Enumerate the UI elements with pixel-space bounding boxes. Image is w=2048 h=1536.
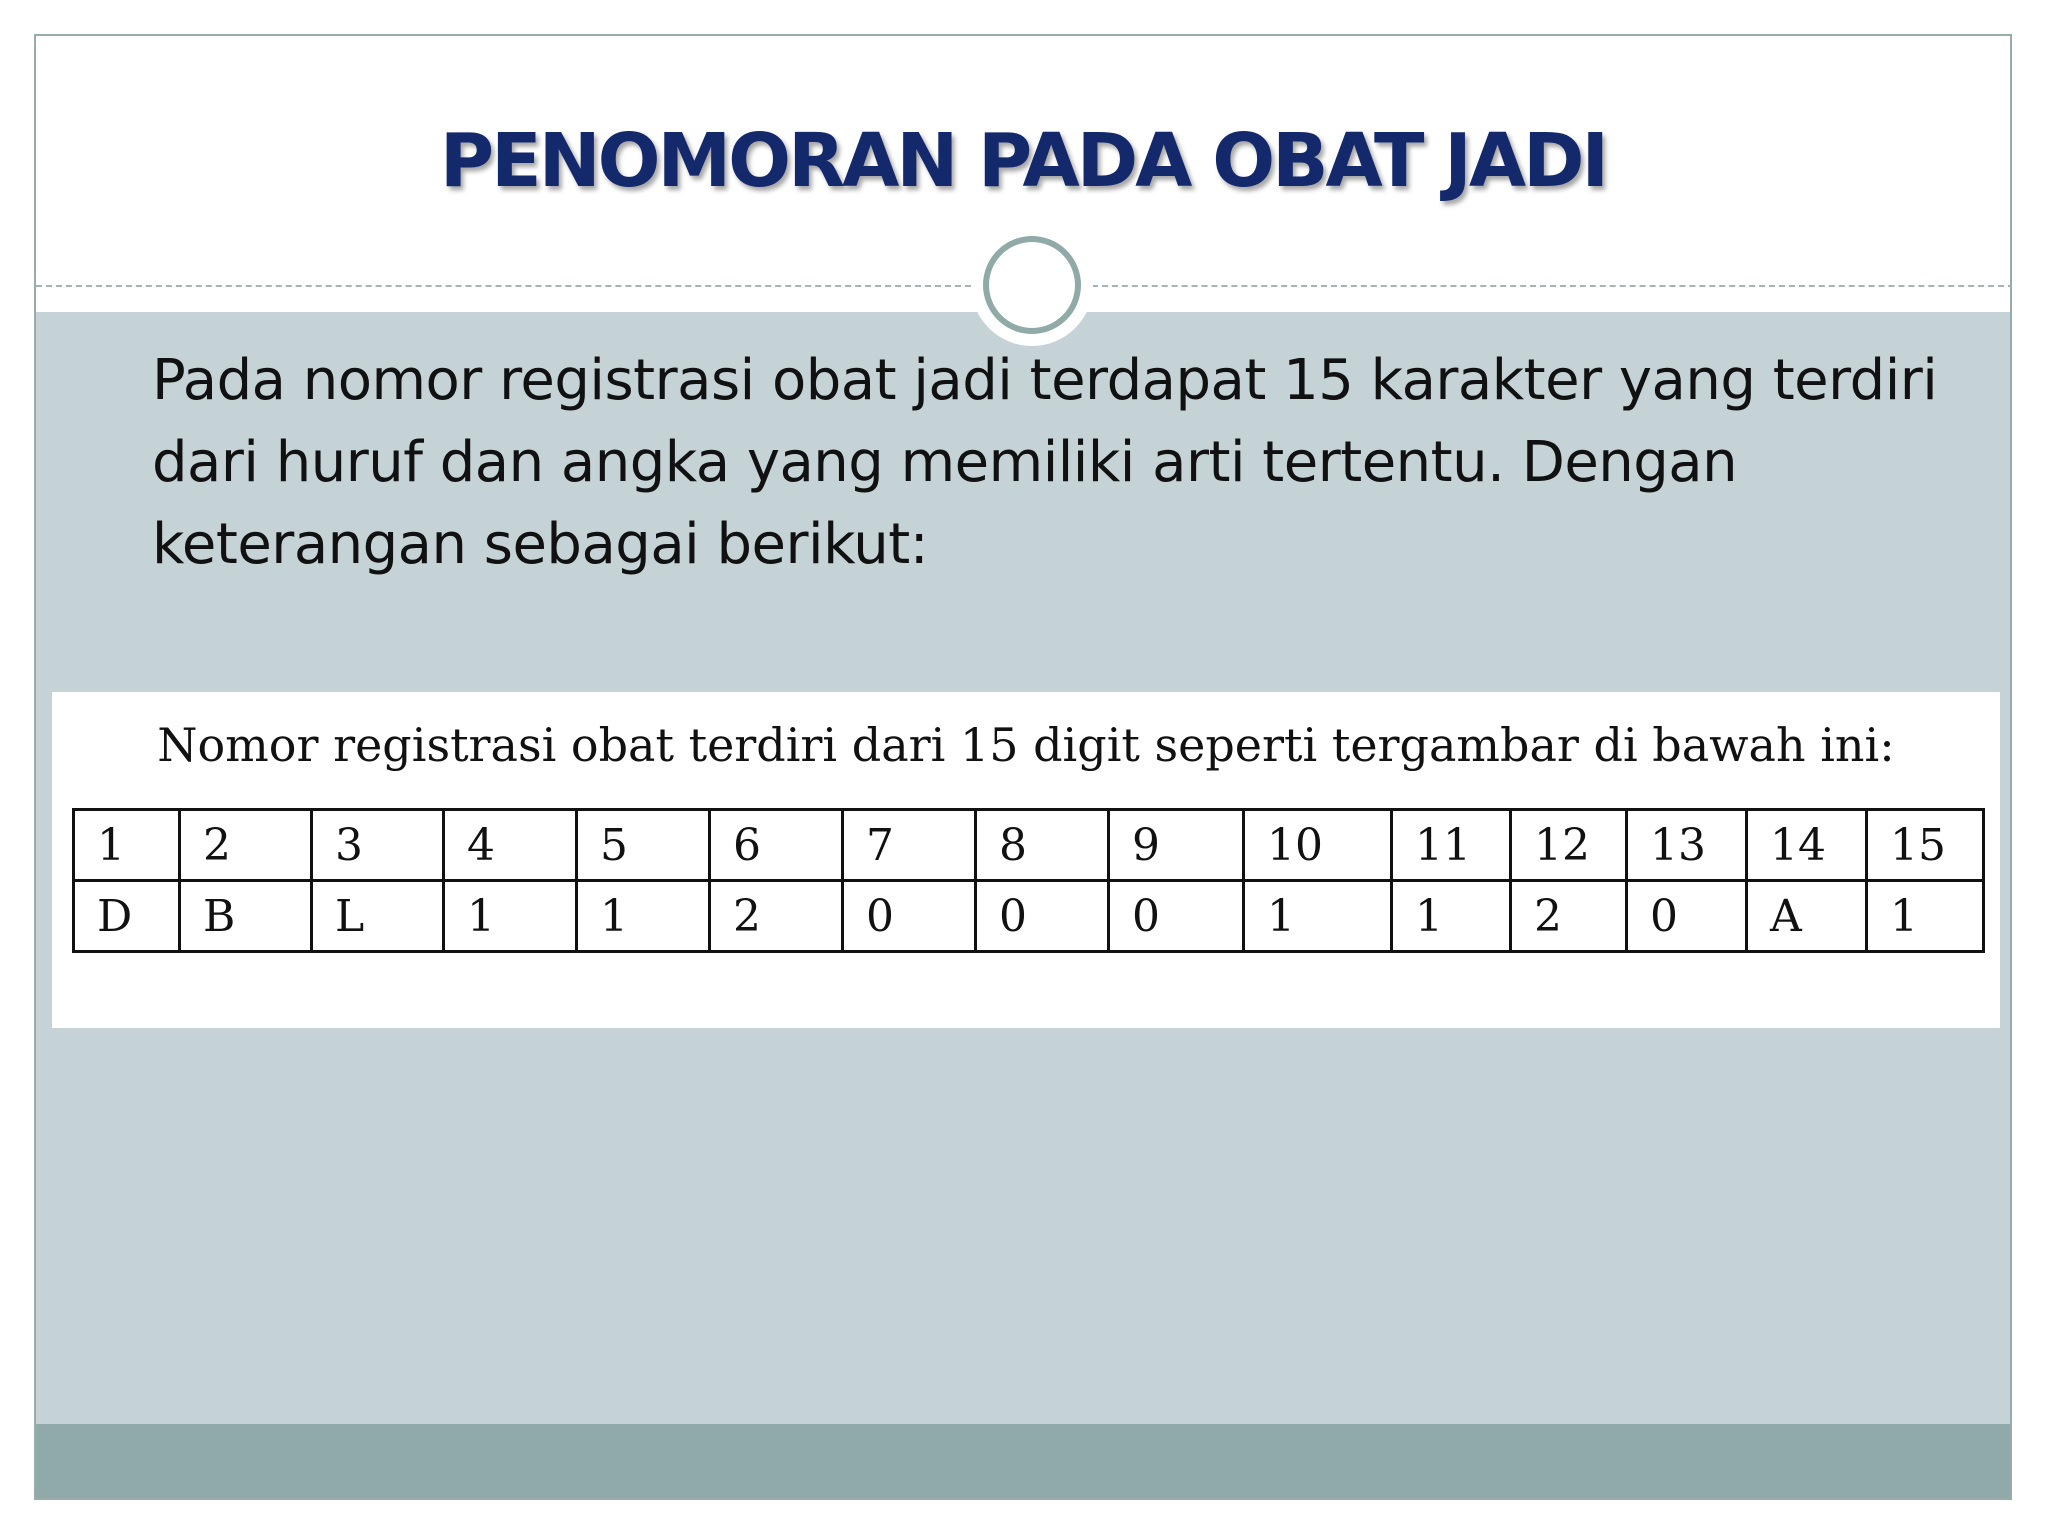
value-cell: A <box>1747 881 1867 952</box>
position-cell: 13 <box>1627 810 1747 881</box>
position-cell: 1 <box>74 810 180 881</box>
header-divider-right <box>1092 285 2012 287</box>
value-cell: 0 <box>976 881 1109 952</box>
registration-number-figure <box>52 692 2000 1028</box>
slide <box>34 34 2012 1500</box>
circle-ornament-icon <box>971 224 1093 346</box>
value-cell: L <box>312 881 444 952</box>
figure-caption: Nomor registrasi obat terdiri dari 15 digit seperti tergambar di bawah ini: <box>157 718 1895 772</box>
position-cell: 12 <box>1511 810 1627 881</box>
position-cell: 2 <box>180 810 312 881</box>
value-cell: 1 <box>444 881 577 952</box>
position-cell: 9 <box>1109 810 1244 881</box>
value-cell: 1 <box>1392 881 1511 952</box>
slide-title: PENOMORAN PADA OBAT JADI <box>439 118 1607 204</box>
value-cell: D <box>74 881 180 952</box>
value-cell: 0 <box>1627 881 1747 952</box>
footer-bar <box>36 1424 2010 1498</box>
position-cell: 4 <box>444 810 577 881</box>
position-cell: 8 <box>976 810 1109 881</box>
value-cell: 0 <box>1109 881 1244 952</box>
position-cell: 15 <box>1867 810 1984 881</box>
header-divider-left <box>36 285 971 287</box>
position-cell: 10 <box>1244 810 1392 881</box>
value-cell: 2 <box>710 881 843 952</box>
value-cell: 1 <box>577 881 710 952</box>
value-cell: B <box>180 881 312 952</box>
position-cell: 5 <box>577 810 710 881</box>
position-cell: 14 <box>1747 810 1867 881</box>
body-paragraph: Pada nomor registrasi obat jadi terdapat 15 karakter yang terdiri dari huruf dan angka yang memiliki arti tertentu. Dengan keterangan sebagai berikut: <box>152 348 1938 577</box>
table-row-values <box>74 881 1984 952</box>
position-cell: 7 <box>843 810 976 881</box>
registration-digit-table <box>72 808 1985 953</box>
value-cell: 0 <box>843 881 976 952</box>
position-cell: 6 <box>710 810 843 881</box>
value-cell: 1 <box>1867 881 1984 952</box>
value-cell: 1 <box>1244 881 1392 952</box>
position-cell: 3 <box>312 810 444 881</box>
position-cell: 11 <box>1392 810 1511 881</box>
table-row-positions <box>74 810 1984 881</box>
value-cell: 2 <box>1511 881 1627 952</box>
